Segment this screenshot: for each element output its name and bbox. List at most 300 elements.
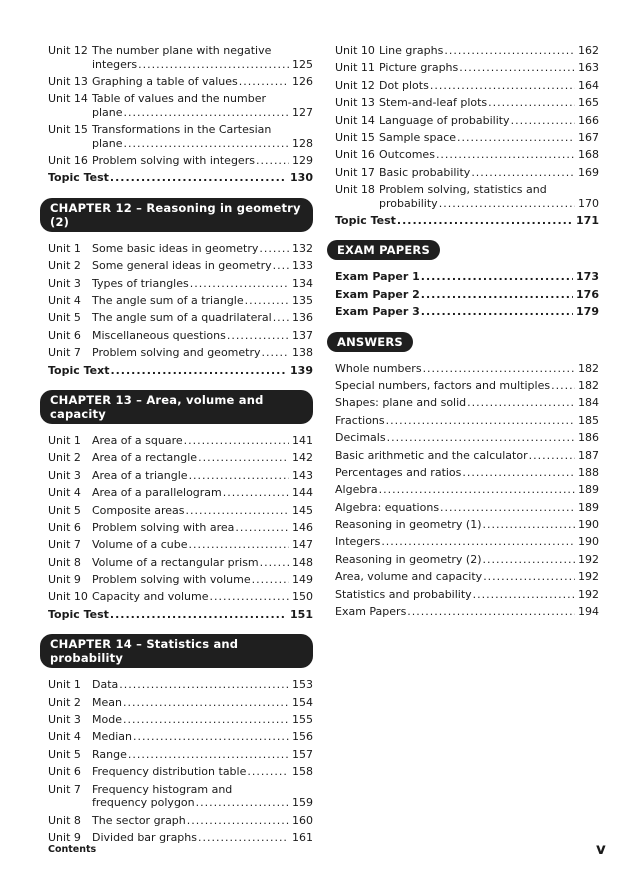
entry-title-text: Dot plots bbox=[379, 78, 429, 92]
toc-entry[interactable] bbox=[335, 414, 599, 428]
leader-dots bbox=[262, 346, 289, 360]
page-number: 142 bbox=[292, 451, 313, 465]
page-number: 137 bbox=[292, 328, 313, 342]
page-number: 153 bbox=[292, 678, 313, 692]
entry-title-line bbox=[92, 486, 313, 500]
unit-number: Unit 2 bbox=[48, 451, 81, 465]
unit-number: Unit 15 bbox=[335, 130, 375, 144]
toc-entry[interactable] bbox=[335, 131, 599, 145]
entry-title-text: Some basic ideas in geometry bbox=[92, 241, 259, 255]
toc-entry[interactable] bbox=[48, 434, 313, 448]
page-number: 169 bbox=[578, 165, 599, 179]
toc-entry[interactable] bbox=[335, 449, 599, 463]
page-number: 128 bbox=[292, 136, 313, 150]
entry-title bbox=[92, 311, 313, 325]
entry-title-text: Whole numbers bbox=[335, 361, 422, 375]
toc-entry[interactable] bbox=[48, 364, 313, 378]
entry-title bbox=[335, 588, 599, 602]
page-number: 156 bbox=[292, 730, 313, 744]
page-number: 187 bbox=[578, 448, 599, 462]
page-number: 182 bbox=[578, 361, 599, 375]
toc-entry[interactable] bbox=[335, 44, 599, 58]
page-number: 135 bbox=[292, 294, 313, 308]
entry-title-line bbox=[92, 311, 313, 325]
page-number: 192 bbox=[578, 570, 599, 584]
entry-title bbox=[92, 92, 313, 119]
leader-dots bbox=[483, 553, 575, 567]
leader-dots bbox=[110, 364, 287, 378]
entry-title-line bbox=[48, 364, 313, 378]
leader-dots bbox=[235, 521, 289, 535]
page-number: 182 bbox=[578, 378, 599, 392]
entry-title bbox=[379, 131, 599, 145]
toc-entry[interactable] bbox=[48, 311, 313, 325]
entry-title-line bbox=[335, 305, 599, 319]
entry-title-text: Picture graphs bbox=[379, 61, 459, 75]
section-header-label: ANSWERS bbox=[327, 332, 413, 352]
entry-title-line bbox=[92, 154, 313, 168]
toc-entry[interactable] bbox=[335, 396, 599, 410]
entry-title bbox=[92, 294, 313, 308]
entry-title bbox=[48, 364, 313, 378]
toc-entry[interactable] bbox=[335, 79, 599, 93]
toc-entry[interactable] bbox=[335, 483, 599, 497]
toc-entry[interactable] bbox=[48, 590, 313, 604]
entry-title-text: Integers bbox=[335, 535, 381, 549]
entry-title bbox=[92, 814, 313, 828]
page-number: 164 bbox=[578, 78, 599, 92]
unit-number: Unit 8 bbox=[48, 555, 81, 569]
entry-title-text: Topic Test bbox=[48, 171, 109, 185]
leader-dots bbox=[247, 765, 289, 779]
entry-title bbox=[379, 61, 599, 75]
leader-dots bbox=[198, 831, 289, 845]
toc-entry[interactable] bbox=[335, 501, 599, 515]
unit-number: Unit 7 bbox=[48, 782, 81, 796]
entry-title-text: Stem-and-leaf plots bbox=[379, 96, 488, 110]
page-number: 168 bbox=[578, 148, 599, 162]
entry-title bbox=[92, 242, 313, 256]
entry-title bbox=[92, 434, 313, 448]
toc-entry[interactable] bbox=[48, 171, 313, 185]
toc-entry[interactable] bbox=[335, 96, 599, 110]
leader-dots bbox=[273, 311, 289, 325]
leader-dots bbox=[483, 518, 575, 532]
unit-number: Unit 1 bbox=[48, 678, 81, 692]
toc-entry[interactable] bbox=[48, 346, 313, 360]
entry-title-text: frequency polygon bbox=[92, 796, 195, 810]
entry-title bbox=[92, 556, 313, 570]
entry-title-text: Basic arithmetic and the calculator bbox=[335, 448, 528, 462]
toc-entry[interactable] bbox=[48, 277, 313, 291]
entry-title-line bbox=[335, 396, 599, 410]
unit-number: Unit 13 bbox=[335, 96, 375, 110]
toc-entry[interactable] bbox=[335, 214, 599, 228]
leader-dots bbox=[239, 75, 289, 89]
toc-entry[interactable] bbox=[48, 294, 313, 308]
toc-entry[interactable] bbox=[48, 44, 313, 71]
page-number: 133 bbox=[292, 259, 313, 273]
page-number: 139 bbox=[290, 363, 313, 377]
toc-entry[interactable] bbox=[48, 814, 313, 828]
leader-dots bbox=[511, 114, 575, 128]
page-number: 157 bbox=[292, 747, 313, 761]
page-number: 155 bbox=[292, 713, 313, 727]
unit-number: Unit 13 bbox=[48, 74, 88, 88]
entry-title-text: The sector graph bbox=[92, 813, 186, 827]
entry-title-line bbox=[335, 535, 599, 549]
toc-entry[interactable] bbox=[48, 504, 313, 518]
entry-title bbox=[379, 166, 599, 180]
page-number: 190 bbox=[578, 518, 599, 532]
entry-title bbox=[92, 486, 313, 500]
page-number: 132 bbox=[292, 241, 313, 255]
unit-number: Unit 18 bbox=[335, 183, 375, 197]
unit-number: Unit 1 bbox=[48, 433, 81, 447]
entry-title-line bbox=[92, 814, 313, 828]
unit-number: Unit 3 bbox=[48, 276, 81, 290]
entry-title bbox=[92, 831, 313, 845]
entry-title-text: Area of a triangle bbox=[92, 468, 188, 482]
leader-dots bbox=[379, 483, 575, 497]
toc-entry[interactable] bbox=[335, 466, 599, 480]
entry-title-text: Types of triangles bbox=[92, 276, 189, 290]
unit-number: Unit 12 bbox=[48, 44, 88, 57]
entry-title-text: Median bbox=[92, 730, 133, 744]
toc-entry[interactable] bbox=[335, 570, 599, 584]
entry-title-text: Exam Paper 1 bbox=[335, 270, 420, 284]
entry-title bbox=[379, 79, 599, 93]
entry-title-text: Composite areas bbox=[92, 503, 185, 517]
toc-entry[interactable] bbox=[335, 605, 599, 619]
entry-title-line bbox=[92, 92, 313, 106]
toc-entry[interactable] bbox=[48, 730, 313, 744]
page-number: 147 bbox=[292, 538, 313, 552]
entry-title-line bbox=[92, 590, 313, 604]
page-number: 171 bbox=[576, 214, 599, 228]
entry-title-line bbox=[335, 518, 599, 532]
unit-number: Unit 4 bbox=[48, 294, 81, 308]
entry-title-text: Exam Paper 2 bbox=[335, 287, 420, 301]
entry-title-line bbox=[335, 605, 599, 619]
page-number: 170 bbox=[578, 196, 599, 210]
entry-title-line bbox=[379, 114, 599, 128]
leader-dots bbox=[483, 570, 575, 584]
entry-title bbox=[92, 469, 313, 483]
leader-dots bbox=[119, 678, 289, 692]
entry-title-line bbox=[92, 748, 313, 762]
entry-title-text: Miscellaneous questions bbox=[92, 328, 226, 342]
toc-entry[interactable] bbox=[48, 469, 313, 483]
leader-dots bbox=[245, 294, 289, 308]
unit-number: Unit 6 bbox=[48, 520, 81, 534]
page-number: 154 bbox=[292, 695, 313, 709]
entry-title bbox=[92, 44, 313, 71]
entry-title-text: Problem solving, statistics and bbox=[379, 183, 547, 197]
entry-title-text: Reasoning in geometry (2) bbox=[335, 552, 482, 566]
entry-title-line bbox=[48, 608, 313, 622]
page-number: 194 bbox=[578, 605, 599, 619]
toc-entry[interactable] bbox=[48, 783, 313, 810]
section-header-label: EXAM PAPERS bbox=[327, 240, 440, 260]
entry-title-line bbox=[92, 294, 313, 308]
entry-title-text: Percentages and ratios bbox=[335, 465, 462, 479]
leader-dots bbox=[252, 573, 289, 587]
entry-title-line bbox=[92, 573, 313, 587]
unit-number: Unit 4 bbox=[48, 486, 81, 500]
leader-dots bbox=[123, 713, 289, 727]
entry-title-line bbox=[48, 171, 313, 185]
leader-dots bbox=[439, 197, 575, 211]
entry-title-text: Data bbox=[92, 678, 119, 692]
entry-title-line bbox=[92, 538, 313, 552]
entry-title-text: The number plane with negative bbox=[92, 44, 272, 57]
entry-title-text: Topic Test bbox=[48, 607, 109, 621]
page-number: 160 bbox=[292, 813, 313, 827]
toc-entry[interactable] bbox=[335, 588, 599, 602]
entry-title-text: Area of a rectangle bbox=[92, 451, 198, 465]
toc-entry[interactable] bbox=[48, 713, 313, 727]
entry-title-line bbox=[335, 570, 599, 584]
leader-dots bbox=[529, 449, 575, 463]
toc-entry[interactable] bbox=[335, 148, 599, 162]
entry-title-line bbox=[335, 214, 599, 228]
entry-title bbox=[92, 123, 313, 150]
leader-dots bbox=[133, 730, 289, 744]
page-number: 159 bbox=[292, 796, 313, 810]
entry-title-text: Exam Papers bbox=[335, 605, 407, 619]
leader-dots bbox=[381, 535, 575, 549]
entry-title-text: Some general ideas in geometry bbox=[92, 259, 272, 273]
unit-number: Unit 6 bbox=[48, 328, 81, 342]
entry-title bbox=[92, 154, 313, 168]
unit-number: Unit 14 bbox=[48, 92, 88, 106]
leader-dots bbox=[421, 288, 573, 302]
toc-entry[interactable] bbox=[48, 154, 313, 168]
entry-title-text: plane bbox=[92, 105, 123, 119]
unit-number: Unit 11 bbox=[335, 61, 375, 75]
entry-title bbox=[379, 44, 599, 58]
entry-title bbox=[92, 783, 313, 810]
entry-title-line bbox=[335, 431, 599, 445]
entry-title-text: Algebra bbox=[335, 483, 378, 497]
toc-entry[interactable] bbox=[48, 678, 313, 692]
entry-title-line bbox=[335, 553, 599, 567]
entry-title-line bbox=[335, 588, 599, 602]
entry-title-text: plane bbox=[92, 136, 123, 150]
entry-title-line bbox=[379, 44, 599, 58]
contents-left-column bbox=[48, 44, 313, 848]
toc-entry[interactable] bbox=[48, 242, 313, 256]
page-number: 129 bbox=[292, 154, 313, 168]
entry-title bbox=[335, 288, 599, 302]
entry-title-line bbox=[92, 504, 313, 518]
toc-entry[interactable] bbox=[48, 123, 313, 150]
toc-entry[interactable] bbox=[48, 92, 313, 119]
unit-number: Unit 12 bbox=[335, 78, 375, 92]
leader-dots bbox=[123, 696, 289, 710]
entry-title-line bbox=[92, 106, 313, 120]
entry-title bbox=[92, 765, 313, 779]
toc-entry[interactable] bbox=[48, 765, 313, 779]
entry-title-text: Reasoning in geometry (1) bbox=[335, 518, 482, 532]
toc-entry[interactable] bbox=[48, 329, 313, 343]
unit-number: Unit 6 bbox=[48, 765, 81, 779]
unit-number: Unit 15 bbox=[48, 123, 88, 137]
entry-title bbox=[92, 504, 313, 518]
entry-title bbox=[48, 608, 313, 622]
page-number: 125 bbox=[292, 57, 313, 71]
toc-entry[interactable] bbox=[48, 259, 313, 273]
entry-title-line bbox=[92, 678, 313, 692]
entry-title-line bbox=[92, 137, 313, 151]
toc-entry[interactable] bbox=[48, 556, 313, 570]
toc-entry[interactable] bbox=[335, 61, 599, 75]
entry-title-line bbox=[379, 79, 599, 93]
entry-title-text: Area, volume and capacity bbox=[335, 570, 483, 584]
entry-title bbox=[335, 362, 599, 376]
toc-entry[interactable] bbox=[335, 362, 599, 376]
toc-entry[interactable] bbox=[335, 379, 599, 393]
page-number: 161 bbox=[292, 830, 313, 844]
entry-title-line bbox=[92, 123, 313, 137]
page-number: 173 bbox=[576, 270, 599, 284]
leader-dots bbox=[471, 166, 575, 180]
entry-title bbox=[335, 570, 599, 584]
entry-title bbox=[92, 521, 313, 535]
entry-title-line bbox=[379, 61, 599, 75]
leader-dots bbox=[110, 171, 287, 185]
toc-entry[interactable] bbox=[335, 270, 599, 284]
entry-title-line bbox=[379, 183, 599, 197]
entry-title-text: Graphing a table of values bbox=[92, 74, 238, 88]
entry-title-line bbox=[335, 466, 599, 480]
entry-title-line bbox=[335, 414, 599, 428]
entry-title-line bbox=[335, 483, 599, 497]
leader-dots bbox=[423, 362, 575, 376]
entry-title-text: Line graphs bbox=[379, 44, 444, 57]
footer-page-number: v bbox=[596, 840, 606, 858]
toc-entry[interactable] bbox=[335, 305, 599, 319]
entry-title-line bbox=[92, 730, 313, 744]
section-header bbox=[335, 231, 599, 270]
toc-entry[interactable] bbox=[335, 166, 599, 180]
toc-entry[interactable] bbox=[48, 75, 313, 89]
leader-dots bbox=[110, 608, 287, 622]
unit-number: Unit 16 bbox=[48, 154, 88, 168]
unit-number: Unit 5 bbox=[48, 311, 81, 325]
toc-entry[interactable] bbox=[335, 288, 599, 302]
page-number: 134 bbox=[292, 276, 313, 290]
toc-entry[interactable] bbox=[335, 553, 599, 567]
leader-dots bbox=[210, 590, 289, 604]
toc-entry[interactable] bbox=[48, 748, 313, 762]
entry-title-line bbox=[92, 556, 313, 570]
toc-entry[interactable] bbox=[48, 696, 313, 710]
unit-number: Unit 14 bbox=[335, 113, 375, 127]
toc-entry[interactable] bbox=[48, 538, 313, 552]
entry-title-line bbox=[92, 451, 313, 465]
toc-entry[interactable] bbox=[335, 114, 599, 128]
page-number: 190 bbox=[578, 535, 599, 549]
entry-title bbox=[92, 748, 313, 762]
leader-dots bbox=[259, 242, 289, 256]
entry-title-text: Divided bar graphs bbox=[92, 830, 197, 844]
toc-entry[interactable] bbox=[48, 608, 313, 622]
leader-dots bbox=[407, 605, 575, 619]
entry-title bbox=[335, 449, 599, 463]
entry-title bbox=[379, 114, 599, 128]
toc-entry[interactable] bbox=[48, 451, 313, 465]
entry-title bbox=[335, 605, 599, 619]
unit-number: Unit 10 bbox=[48, 590, 88, 604]
section-header-label: CHAPTER 14 – Statistics and probability bbox=[40, 634, 313, 668]
entry-title-text: Outcomes bbox=[379, 148, 435, 162]
leader-dots bbox=[440, 501, 575, 515]
entry-title-text: Capacity and volume bbox=[92, 590, 209, 604]
leader-dots bbox=[467, 396, 575, 410]
toc-entry[interactable] bbox=[48, 521, 313, 535]
entry-title-text: Problem solving with area bbox=[92, 520, 235, 534]
toc-entry[interactable] bbox=[335, 535, 599, 549]
entry-title bbox=[335, 483, 599, 497]
page-number: 141 bbox=[292, 433, 313, 447]
entry-title-line bbox=[379, 197, 599, 211]
entry-title-line bbox=[335, 288, 599, 302]
entry-title bbox=[335, 535, 599, 549]
page-number: 150 bbox=[292, 590, 313, 604]
toc-entry[interactable] bbox=[48, 486, 313, 500]
unit-number: Unit 7 bbox=[48, 538, 81, 552]
toc-entry[interactable] bbox=[48, 573, 313, 587]
leader-dots bbox=[189, 538, 289, 552]
entry-title bbox=[335, 431, 599, 445]
toc-entry[interactable] bbox=[335, 431, 599, 445]
entry-title-text: The angle sum of a quadrilateral bbox=[92, 311, 272, 325]
entry-title-line bbox=[92, 329, 313, 343]
entry-title-text: Transformations in the Cartesian bbox=[92, 123, 272, 137]
unit-number: Unit 7 bbox=[48, 346, 81, 360]
leader-dots bbox=[386, 414, 575, 428]
entry-title-text: Range bbox=[92, 747, 127, 761]
entry-title bbox=[92, 346, 313, 360]
entry-title-text: Fractions bbox=[335, 413, 385, 427]
entry-title bbox=[335, 270, 599, 284]
toc-entry[interactable] bbox=[335, 518, 599, 532]
unit-number: Unit 1 bbox=[48, 241, 81, 255]
entry-title-line bbox=[92, 783, 313, 797]
leader-dots bbox=[488, 96, 575, 110]
entry-title-text: Volume of a cube bbox=[92, 538, 188, 552]
entry-title-line bbox=[92, 277, 313, 291]
entry-title bbox=[379, 96, 599, 110]
entry-title-line bbox=[92, 242, 313, 256]
entry-title-line bbox=[92, 58, 313, 72]
entry-title bbox=[335, 553, 599, 567]
leader-dots bbox=[459, 61, 575, 75]
entry-title bbox=[92, 259, 313, 273]
entry-title-line bbox=[335, 501, 599, 515]
page-number: 138 bbox=[292, 346, 313, 360]
entry-title-line bbox=[379, 166, 599, 180]
page-number: 186 bbox=[578, 431, 599, 445]
toc-entry[interactable] bbox=[48, 831, 313, 845]
toc-entry[interactable] bbox=[335, 183, 599, 210]
entry-title bbox=[92, 75, 313, 89]
page-number: 192 bbox=[578, 587, 599, 601]
page-number: 146 bbox=[292, 520, 313, 534]
entry-title-text: Decimals bbox=[335, 431, 386, 445]
